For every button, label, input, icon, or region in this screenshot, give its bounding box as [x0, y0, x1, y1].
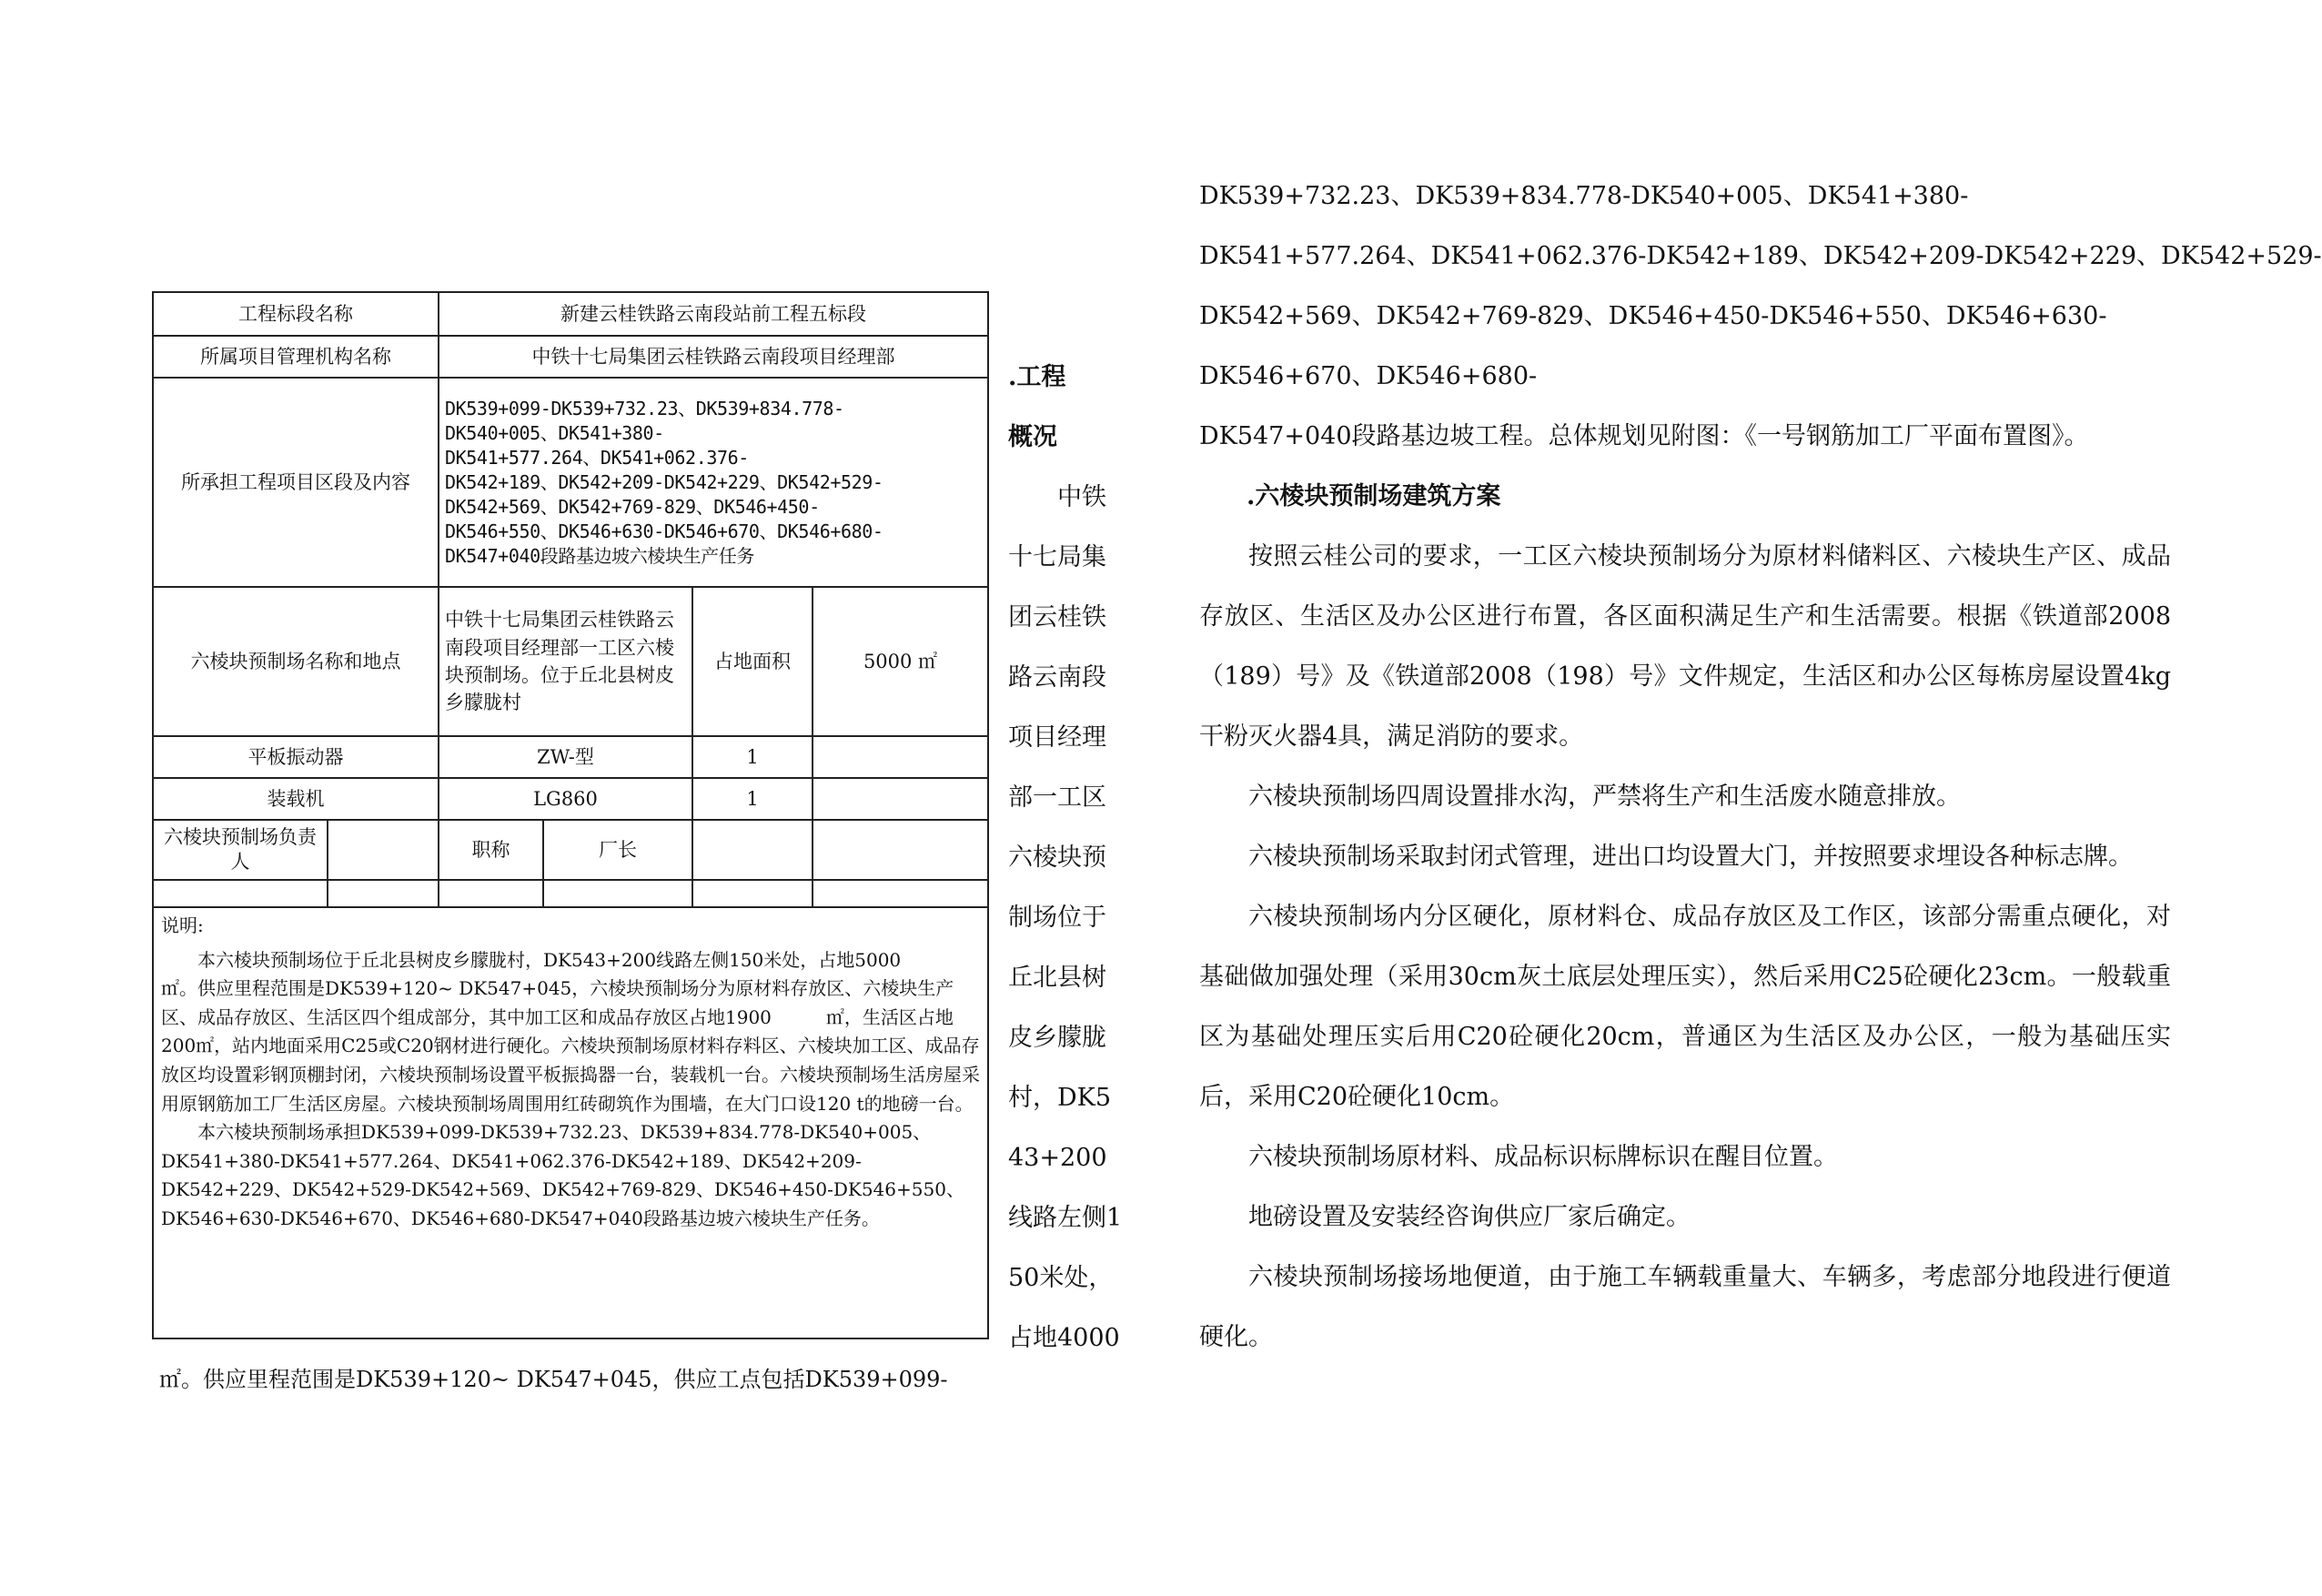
table-row	[153, 880, 988, 907]
table-row	[153, 778, 988, 820]
right-column	[1199, 167, 2322, 1368]
equipment-model: LG860	[439, 778, 692, 820]
notes-cell	[153, 907, 1047, 1338]
label-work-scope: 所承担工程项目区段及内容	[153, 378, 439, 587]
label-management-org: 所属项目管理机构名称	[153, 336, 439, 378]
empty-cell	[813, 820, 988, 880]
overview-body: 中铁十七局集团云桂铁路云南段项目经理部一工区六棱块预制场位于丘北县树皮乡朦胧村，DK543+200线路左侧150米处，占地4000	[1008, 483, 1123, 1352]
equipment-name: 装载机	[153, 778, 439, 820]
equipment-model: ZW-型	[439, 736, 692, 778]
equipment-name: 平板振动器	[153, 736, 439, 778]
empty-cell	[439, 880, 543, 907]
table-row	[153, 587, 988, 736]
value-plant-name-location: 中铁十七局集团云桂铁路云南段项目经理部一工区六棱块预制场。位于丘北县树皮乡朦胧村	[439, 587, 692, 736]
table-row	[153, 907, 988, 1338]
equipment-qty: 1	[692, 778, 813, 820]
label-plant-manager: 六棱块预制场负责人	[153, 820, 328, 880]
value-management-org: 中铁十七局集团云桂铁路云南段项目经理部	[439, 336, 988, 378]
overview-heading-cont: 概况	[1008, 423, 1057, 451]
overview-heading: .工程	[1008, 363, 1066, 391]
equipment-qty: 1	[692, 736, 813, 778]
label-section-name: 工程标段名称	[153, 292, 439, 336]
table-row	[153, 736, 988, 778]
value-title: 厂长	[543, 820, 692, 880]
empty-cell	[692, 820, 813, 880]
table-row	[153, 378, 988, 587]
mileage-line: DK541+577.264、DK541+062.376-DK542+189、DK542+209-DK542+229、DK542+529-	[1199, 242, 2322, 270]
empty-cell	[153, 880, 328, 907]
empty-cell	[813, 778, 988, 820]
mileage-line: DK546+670、DK546+680-	[1199, 362, 1538, 390]
empty-cell	[813, 736, 988, 778]
value-area: 5000 ㎡	[813, 587, 988, 736]
paragraph: 地磅设置及安装经咨询供应厂家后确定。	[1248, 1203, 1691, 1231]
table-row	[153, 292, 988, 336]
paragraph: 六棱块预制场接场地便道，由于施工车辆载重量大、车辆多，考虑部分地段进行便道硬化。	[1199, 1263, 2171, 1351]
notes-paragraph-1: 本六棱块预制场位于丘北县树皮乡朦胧村，DK543+200线路左侧150米处，占地5000 ㎡。供应里程范围是DK539+120~ DK547+045，六棱块预制场分为原材料存放区、六棱块生产区、成品存放区、生活区四个组成部分，其中加工区和成品存放区占地1900 ㎡，生活区占地200㎡，站内地面采用C25或C20钢材进行硬化。六棱块预制场原材料存料区、六棱块加工区、成品存放区均设置彩钢顶棚封闭，六棱块预制场设置平板振捣器一台，装载机一台。六棱块预制场生活房屋采用原钢筋加工厂生活区房屋。六棱块预制场周围用红砖砌筑作为围墙，在大门口设120 t的地磅一台。	[161, 948, 1047, 1115]
empty-cell	[328, 820, 439, 880]
value-work-scope: DK539+099-DK539+732.23、DK539+834.778- DK540+005、DK541+380- DK541+577.264、DK541+062.376- DK542+189、DK542+209-DK542+229、DK542+529- DK542+569、DK542+769-829、DK546+450- DK546+550、DK546+630-DK546+670、DK546+680- DK547+040段路基边坡六棱块生产任务	[439, 378, 988, 587]
table-row	[153, 820, 988, 880]
empty-cell	[543, 880, 692, 907]
mileage-line: DK547+040段路基边坡工程。总体规划见附图：《一号钢筋加工厂平面布置图》。	[1199, 422, 2089, 450]
paragraph: 六棱块预制场四周设置排水沟，严禁将生产和生活废水随意排放。	[1248, 783, 1961, 811]
section-title: .六棱块预制场建筑方案	[1247, 482, 1501, 510]
label-plant-name-location: 六棱块预制场名称和地点	[153, 587, 439, 736]
empty-cell	[813, 880, 988, 907]
paragraph: 按照云桂公司的要求，一工区六棱块预制场分为原材料储料区、六棱块生产区、成品存放区、生活区及办公区进行布置，各区面积满足生产和生活需要。根据《铁道部2008（189）号》及《铁道部2008（198）号》文件规定，生活区和办公区每栋房屋设置4kg干粉灭火器4具，满足消防的要求。	[1199, 542, 2171, 751]
label-area: 占地面积	[692, 587, 813, 736]
continuation-text: ㎡。供应里程范围是DK539+120~ DK547+045，供应工点包括DK539+099-	[159, 1367, 948, 1392]
project-overview-column	[1008, 348, 1126, 1369]
empty-cell	[328, 880, 439, 907]
empty-cell	[692, 880, 813, 907]
notes-title: 说明:	[161, 914, 204, 936]
paragraph: 六棱块预制场采取封闭式管理，进出口均设置大门，并按照要求埋设各种标志牌。	[1248, 843, 2133, 871]
mileage-line: DK539+732.23、DK539+834.778-DK540+005、DK541+380-	[1199, 182, 1969, 210]
label-title: 职称	[439, 820, 543, 880]
paragraph: 六棱块预制场内分区硬化，原材料仓、成品存放区及工作区，该部分需重点硬化，对基础做加强处理（采用30cm灰土底层处理压实），然后采用C25砼硬化23cm。一般载重区为基础处理压实后用C20砼硬化20cm，普通区为生活区及办公区，一般为基础压实后，采用C20砼硬化10cm。	[1199, 903, 2171, 1111]
notes-paragraph-2: 本六棱块预制场承担DK539+099-DK539+732.23、DK539+834.778-DK540+005、DK541+380-DK541+577.264、DK541+062.376-DK542+189、DK542+209-DK542+229、DK542+529-DK542+569、DK542+769-829、DK546+450-DK546+550、DK546+630-DK546+670、DK546+680-DK547+040段路基边坡六棱块生产任务。	[161, 1121, 964, 1229]
table-row	[153, 336, 988, 378]
mileage-line: DK542+569、DK542+769-829、DK546+450-DK546+550、DK546+630-	[1199, 302, 2107, 330]
value-section-name: 新建云桂铁路云南段站前工程五标段	[439, 292, 988, 336]
paragraph: 六棱块预制场原材料、成品标识标牌标识在醒目位置。	[1248, 1143, 1838, 1171]
